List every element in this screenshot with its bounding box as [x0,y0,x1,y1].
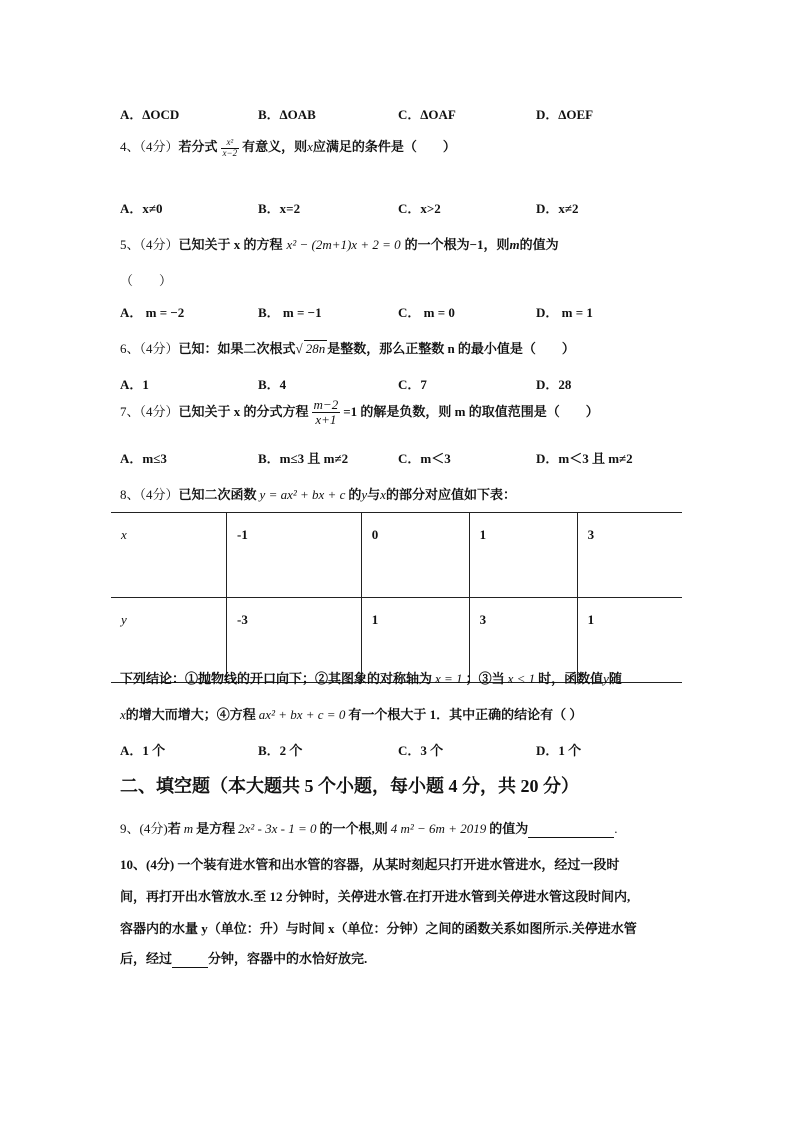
q8-line2-b: 有一个根大于 1．其中正确的结论有（ ） [348,707,583,722]
question-9 [120,818,617,838]
q9-text-c: 的一个根,则 [319,821,388,836]
q7-text-b: =1 的解是负数，则 m 的取值范围是（ ） [343,403,599,419]
q9-text-b: 是方程 [196,821,236,836]
q6-text-a: 已知：如果二次根式 [178,341,296,356]
q3-option-c: C．∆OAF [398,107,456,122]
q4-var: x [307,139,313,154]
q6-option-a: A．1 [120,377,149,392]
q8-option-d: D．1 个 [536,743,582,758]
q7-frac-den: x+1 [315,412,337,428]
q9-end: . [614,821,618,836]
q8-text-d: 的部分对应值如下表： [385,487,516,502]
q8-text-b: 的 [348,487,362,502]
q8-x: x [380,487,386,502]
q4-fraction [221,138,240,159]
q6-number: 6、 [120,341,140,356]
q6-radicand: 28n [305,341,326,356]
table-cell: 3 [469,598,577,683]
q7-option-a: A．m≤3 [120,451,167,466]
q10-line-1: 10、(4分) 一个装有进水管和出水管的容器，从某时刻起只打开进水管进水，经过一段时 [120,857,620,872]
q5-option-b: B． m = −1 [258,305,322,320]
q8-number: 8、 [120,487,140,502]
q6-option-b: B．4 [258,377,287,392]
q8-line1-d: 随 [608,671,622,686]
q5-paren: （ ） [120,273,173,288]
q4-frac-num: x² [221,138,240,149]
q8-option-c: C．3 个 [398,743,444,758]
q8-option-a: A．1 个 [120,743,166,758]
table-cell: 1 [361,598,469,683]
q4-option-d: D．x≠2 [536,201,579,216]
q8-conclusion-line-1 [120,668,622,687]
q9-expression: 4 m² − 6m + 2019 [390,821,487,836]
q8-line1-a: 下列结论：①抛物线的开口向下；②其图象的对称轴为 [120,671,433,686]
q4-text-b: 有意义，则 [242,139,308,154]
q8-conclusion-line-2 [120,704,582,723]
q3-option-d: D．∆OEF [536,107,594,122]
q4-option-b: B．x=2 [258,201,301,216]
q7-score: （4分） [139,403,179,419]
q8-line1-cond: x < 1 [507,671,536,686]
q10-line4-a: 后，经过 [120,951,173,966]
q8-y: y [361,487,368,502]
q5-number: 5、 [120,237,140,252]
q4-frac-den: x−2 [222,147,238,158]
q7-option-b: B．m≤3 且 m≠2 [258,451,349,466]
q9-text-d: 的值为 [489,821,529,836]
table-cell: -1 [227,513,362,598]
question-5 [120,234,559,253]
table-cell: 3 [577,513,682,598]
q5-option-d: D． m = 1 [536,305,593,320]
question-7 [120,398,599,428]
q8-line2-x: x [120,707,126,722]
table-cell: 1 [577,598,682,683]
q10-line-4 [120,948,367,968]
q8-line1-b: ；③当 [465,671,505,686]
q5-option-a: A． m = −2 [120,305,185,320]
q9-var: m [183,821,194,836]
q3-option-b: B．∆OAB [258,107,316,122]
q8-line2-eq: ax² + bx + c = 0 [258,707,346,722]
q8-text-c: 与 [367,487,381,502]
q7-number: 7、 [120,403,140,419]
table-cell: 0 [361,513,469,598]
q4-option-c: C．x>2 [398,201,441,216]
table-cell: x [111,513,227,598]
q3-option-a: A．∆OCD [120,107,180,122]
q8-line1-y: y [603,671,609,686]
q5-option-c: C． m = 0 [398,305,455,320]
table-cell: y [111,598,227,683]
section-title: 二、填空题（本大题共 5 个小题，每小题 4 分，共 20 分） [120,776,579,796]
q8-line2-a: 的增大而增大；④方程 [125,707,256,722]
q6-score: （4分） [139,341,179,356]
q10-answer-blank[interactable] [172,951,208,968]
q9-answer-blank[interactable] [528,821,614,838]
q7-frac-num: m−2 [313,397,339,412]
question-8 [120,484,516,503]
q9-text-a: 若 [167,821,181,836]
q4-text-c: 应满足的条件是（ ） [312,139,456,154]
q8-function: y = ax² + bx + c [259,487,346,502]
q8-score: （4分） [139,487,179,502]
table-row-x [111,513,682,598]
q4-option-a: A．x≠0 [120,201,163,216]
q8-text-a: 已知二次函数 [178,487,257,502]
question-4 [120,136,456,158]
q7-option-c: C．m＜3 [398,451,451,466]
q6-sqrt-sign: √ [295,341,303,356]
q10-line-3: 容器内的水量 y（单位：升）与时间 x（单位：分钟）之间的函数关系如图所示.关停进水管 [120,921,637,936]
q5-text-a: 已知关于 x 的方程 [178,237,283,252]
q4-number: 4、 [120,139,140,154]
q7-text-a: 已知关于 x 的分式方程 [178,403,309,419]
q9-number: 9、 [120,821,140,836]
q5-equation: x² − (2m+1)x + 2 = 0 [286,237,401,252]
q10-line-2: 间，再打开出水管放水.至 12 分钟时，关停进水管.在打开进水管到关停进水管这段时间内, [120,889,631,904]
q5-var: m [509,237,520,252]
q6-option-d: D．28 [536,377,572,392]
q8-line1-eq: x = 1 [435,671,463,686]
q10-line4-b: 分钟，容器中的水恰好放完. [208,951,368,966]
q9-equation: 2x² - 3x - 1 = 0 [238,821,317,836]
q6-option-c: C．7 [398,377,427,392]
q4-text-a: 若分式 [178,139,218,154]
q4-score: （4分） [139,139,179,154]
q8-line1-c: 时，函数值 [538,671,604,686]
q7-fraction [312,398,341,428]
value-table [111,512,682,683]
q5-score: （4分） [139,237,179,252]
q5-text-b: 的一个根为−1，则 [404,237,510,252]
q7-option-d: D．m＜3 且 m≠2 [536,451,633,466]
q8-option-b: B．2 个 [258,743,303,758]
q9-score: (4分) [139,821,168,836]
q5-text-c: 的值为 [519,237,559,252]
q6-text-b: 是整数，那么正整数 n 的最小值是（ ） [327,341,575,356]
table-cell: 1 [469,513,577,598]
table-cell: -3 [227,598,362,683]
question-6 [120,338,575,357]
